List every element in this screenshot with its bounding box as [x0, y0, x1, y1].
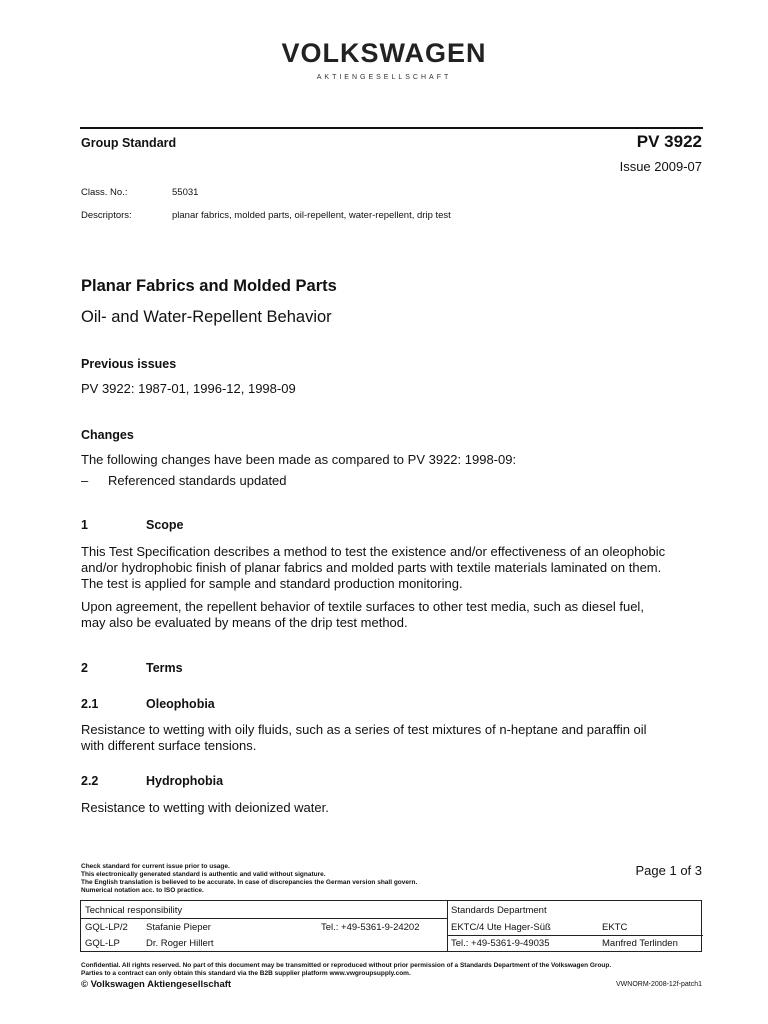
responsibility-table	[80, 900, 702, 952]
descriptors-label: Descriptors:	[81, 210, 132, 221]
row2-department: GQL-LP	[85, 938, 120, 949]
document-subtitle: Oil- and Water-Repellent Behavior	[81, 308, 332, 326]
scope-line-4: Upon agreement, the repellent behavior of textile surfaces to other test media, such as diesel fuel,	[81, 599, 644, 614]
issue-date: Issue 2009-07	[619, 159, 702, 174]
copyright: © Volkswagen Aktiengesellschaft	[81, 979, 232, 990]
descriptors-value: planar fabrics, molded parts, oil-repellent, water-repellent, drip test	[172, 210, 451, 221]
document-title: Planar Fabrics and Molded Parts	[81, 277, 337, 295]
confidential-line-2: Parties to a contract can only obtain this standard via the B2B supplier platform www.vwgroupsupply.com.	[81, 970, 411, 977]
standard-number: PV 3922	[636, 132, 702, 151]
scope-line-5: may also be evaluated by means of the drip test method.	[81, 615, 408, 630]
changes-text: The following changes have been made as compared to PV 3922: 1998-09:	[81, 452, 517, 467]
confidential-notice	[81, 962, 611, 978]
section-2-1-title: Oleophobia	[146, 697, 215, 711]
oleophobia-line-2: with different surface tensions.	[81, 738, 257, 753]
standards-telephone: Tel.: +49-5361-9-49035	[451, 938, 550, 949]
row1-telephone: Tel.: +49-5361-9-24202	[321, 922, 420, 933]
standards-contact-name: Manfred Terlinden	[602, 938, 678, 949]
scope-line-1: This Test Specification describes a method to test the existence and/or effectiveness of an oleophobic	[81, 544, 666, 559]
vwnorm-code: VWNORM-2008-12f-patch1	[616, 981, 702, 988]
section-2-number: 2	[81, 661, 88, 675]
scope-line-2: and/or hydrophobic finish of planar fabrics and molded parts with textile materials laminated on them.	[81, 560, 662, 575]
notice-line-4: Numerical notation acc. to ISO practice.	[81, 887, 204, 894]
page-number: Page 1 of 3	[635, 863, 702, 878]
table-row-divider	[81, 918, 447, 919]
standards-department-label: Standards Department	[451, 905, 547, 916]
notice-line-3: The English translation is believed to be accurate. In case of discrepancies the German version shall govern.	[81, 879, 418, 886]
technical-responsibility-label: Technical responsibility	[85, 905, 183, 916]
section-2-2-number: 2.2	[81, 774, 99, 788]
section-2-title: Terms	[146, 661, 183, 675]
section-1-number: 1	[81, 518, 88, 532]
confidential-line-1: Confidential. All rights reserved. No part of this document may be transmitted or reproduced without prior permission of a Standards Department of the Volkswagen Group.	[81, 962, 612, 969]
notice-line-2: This electronically generated standard is authentic and valid without signature.	[81, 871, 326, 878]
section-2-2-title: Hydrophobia	[146, 774, 224, 788]
changes-dash: –	[81, 473, 89, 488]
scope-line-3: The test is applied for sample and standard production monitoring.	[81, 576, 463, 591]
changes-heading: Changes	[81, 428, 134, 442]
section-1-title: Scope	[146, 518, 184, 532]
notice-line-1: Check standard for current issue prior to usage.	[81, 863, 230, 870]
class-label: Class. No.:	[81, 187, 128, 198]
hydrophobia-line-1: Resistance to wetting with deionized water.	[81, 800, 329, 815]
row1-name: Stafanie Pieper	[146, 922, 211, 933]
logo-subtitle: AKTIENGESELLSCHAFT	[316, 74, 452, 81]
group-standard-label: Group Standard	[81, 136, 177, 150]
volkswagen-logo: VOLKSWAGEN	[281, 38, 487, 68]
changes-item: Referenced standards updated	[108, 473, 287, 488]
oleophobia-line-1: Resistance to wetting with oily fluids, such as a series of test mixtures of n-heptane and paraffin oil	[81, 722, 647, 737]
previous-issues-heading: Previous issues	[81, 357, 177, 371]
ektc-code: EKTC	[602, 922, 628, 933]
class-value: 55031	[172, 187, 199, 198]
previous-issues-text: PV 3922: 1987-01, 1996-12, 1998-09	[81, 381, 296, 396]
ektc-contact: EKTC/4 Ute Hager-Süß	[451, 922, 551, 933]
table-row-divider-right	[447, 935, 703, 936]
row2-name: Dr. Roger Hillert	[146, 938, 214, 949]
row1-department: GQL-LP/2	[85, 922, 128, 933]
section-2-1-number: 2.1	[81, 697, 99, 711]
table-column-divider	[447, 901, 448, 951]
header-rule	[80, 127, 703, 129]
